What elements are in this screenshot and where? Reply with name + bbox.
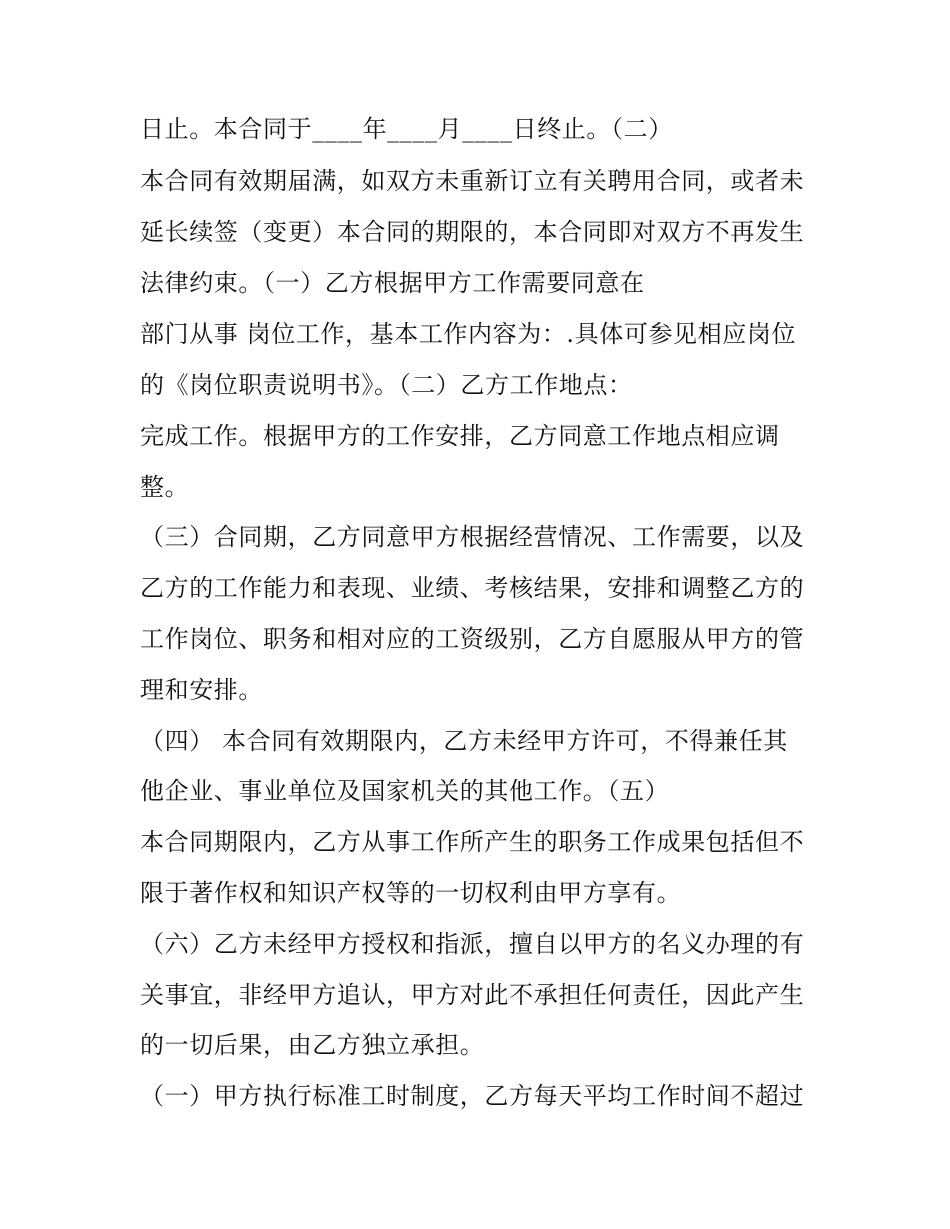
- text-line: （一）甲方执行标准工时制度，乙方每天平均工作时间不超过: [140, 1082, 805, 1110]
- text-line: 本合同有效期届满，如双方未重新订立有关聘用合同，或者未: [140, 167, 805, 195]
- text-line: 理和安排。: [140, 676, 263, 704]
- text-line: 限于著作权和知识产权等的一切权利由甲方享有。: [140, 879, 682, 907]
- text-line: 他企业、事业单位及国家机关的其他工作。（五）: [140, 777, 670, 805]
- text-line: 整。: [140, 473, 190, 501]
- text-line: 法律约束。（一）乙方根据甲方工作需要同意在: [140, 269, 645, 297]
- text-line: 的一切后果，由乙方独立承担。: [140, 1031, 485, 1059]
- text-line: 日止。本合同于____年____月____日终止。（二）: [140, 115, 673, 143]
- text-line: 乙方的工作能力和表现、业绩、考核结果，安排和调整乙方的: [140, 574, 805, 602]
- text-line: 部门从事 岗位工作，基本工作内容为：.具体可参见相应岗位: [140, 320, 797, 348]
- text-line: 本合同期限内，乙方从事工作所产生的职务工作成果包括但不: [140, 828, 805, 856]
- text-line: （三）合同期，乙方同意甲方根据经营情况、工作需要，以及: [140, 523, 805, 551]
- text-line: 完成工作。根据甲方的工作安排，乙方同意工作地点相应调: [140, 422, 780, 450]
- text-line: 工作岗位、职务和相对应的工资级别，乙方自愿服从甲方的管: [140, 625, 805, 653]
- text-line: （四） 本合同有效期限内，乙方未经甲方许可，不得兼任其: [140, 727, 788, 755]
- text-line: 延长续签（变更）本合同的期限的，本合同即对双方不再发生: [140, 218, 805, 246]
- text-line: （六）乙方未经甲方授权和指派，擅自以甲方的名义办理的有: [140, 930, 805, 958]
- text-line: 关事宜，非经甲方追认，甲方对此不承担任何责任，因此产生: [140, 981, 805, 1009]
- text-line: 的《岗位职责说明书》。（二）乙方工作地点：: [140, 371, 633, 399]
